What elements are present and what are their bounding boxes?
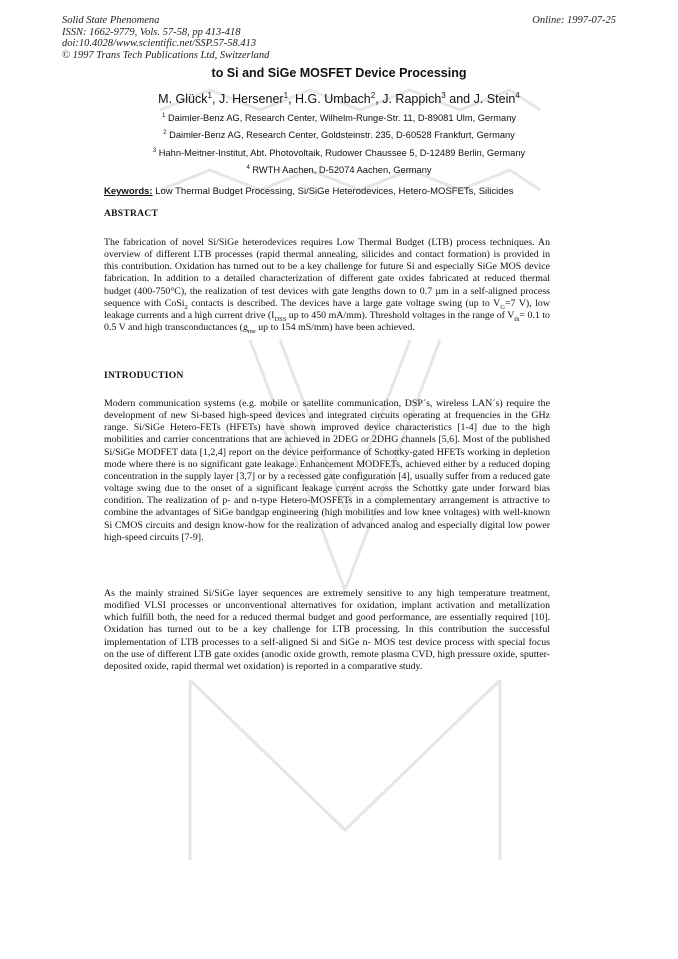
text-line: characteristics [1-4] due to the high mobilities and carrier concentrations that are achieved in 2DEG [104, 422, 551, 446]
affiliation-4: $^4$ RWTH Aachen, D-52074 Aachen, Germany [246, 164, 432, 175]
text-line: Modern communication systems (e.g. mobile or satellite communication, DSP´s, wireless LAN´s) [104, 398, 503, 409]
author-name: J. Rappich [382, 92, 442, 106]
text-line: growth, remote plasma CVD, high pressure oxide, sputter-deposited oxide, rapid thermal wet [104, 648, 550, 672]
text-line: or 2DHG channels [5,6]. Most of the published Si/SiGe MODFET data [1,2,4] report on the device [104, 434, 551, 458]
copyright-line: © 1997 Trans Tech Publications Ltd, Switzerland [62, 49, 270, 61]
author-affiliation-mark: 4 [515, 90, 520, 100]
keywords [104, 186, 514, 197]
online-date: Online: 1997-07-25 [532, 15, 616, 26]
journal-name: Solid State Phenomena [62, 15, 160, 26]
keywords-text: Low Thermal Budget Processing, Si/SiGe Heterodevices, Hetero-MOSFETs, Silicides [152, 186, 514, 197]
text-line: techniques. An overview of different LTB processes (rapid thermal annealing, silicides and contact [104, 237, 551, 261]
text-line: attractive to combine the advantages of SiGe bandgap engineering (high mobilities and low knee [104, 495, 550, 519]
introduction-paragraph-2 [104, 588, 550, 673]
text-line: devices with gate lengths down to 0.7 µm in a self-aligned process sequence with CoSi$_2$ contacts is [104, 285, 551, 311]
author-name: H.G. Umbach [295, 92, 371, 106]
author-name: J. Hersener [218, 92, 284, 106]
affiliation-1: $^1$ Daimler-Benz AG, Research Center, Wilhelm-Runge-Str. 11, D-89081 Ulm, Germany [161, 112, 517, 123]
text-line: due to the onset of a significant leakage current across the Schottky gate under forward bias [164, 483, 550, 495]
paper-title: to Si and SiGe MOSFET Device Processing [211, 66, 467, 80]
author-affiliation-mark: 1 [207, 90, 212, 100]
author-affiliation-mark: 2 [370, 90, 376, 100]
author-affiliation-mark: 3 [441, 90, 446, 100]
author-list: M. Glück$^1$, J. Hersener$^1$, H.G. Umbach$^2$, J. Rappich$^3$ and J. Stein$^4$ [158, 90, 520, 106]
text-line: voltages) with well-known Si CMOS circuits and design know-how for the realization of advanced [104, 507, 550, 531]
text-line: condition. The realization of p- and n-type Hetero-MOSFETs in a complementary arrangement is [104, 495, 499, 507]
issn-line: ISSN: 1662-9779, Vols. 57-58, pp 413-418 [62, 26, 241, 38]
text-line: oxidation) is reported in a comparative study. [243, 660, 423, 672]
author-name: M. Glück [158, 92, 208, 106]
affiliation-3: $^3$ Hahn-Meitner-Institut, Abt. Photovoltaik, Rudower Chaussee 5, D-12489 Berlin, Germany [152, 147, 526, 158]
text-line: and metallization which fulfill both, the need for a reduced thermal budget and good performance, [104, 600, 551, 624]
abstract-body [104, 237, 550, 334]
text-line: described. The devices have a large gate voltage swing (up to $V_G=7$ V), low leakage currents and a [104, 297, 551, 321]
text-line: formation) is provided in this contribution. Oxidation has turned out to be a key challenge for future [104, 249, 551, 273]
text-line: MOS test device process with special focus on the use of different LTB gate oxides (anodic oxide [104, 636, 550, 660]
text-line: different gate oxides fabricated at reduced thermal budget (400-750°C), the realization of test [104, 273, 551, 297]
text-line: Si and especially SiGe MOS device fabrication. In addition to a detailed characterization of [104, 261, 550, 285]
text-line: treatment, modified VLSI processes or unconventional alternatives for oxidation, implant activation [104, 588, 551, 612]
text-line: require the development of new Si-based high-speed devices and integrated circuits operating at [104, 398, 551, 422]
text-line: leakage. Enhancement MODFETs, achieved either by a reduced doping concentration in the supply [104, 458, 551, 482]
keywords-label: Keywords: [104, 186, 153, 197]
text-line: The fabrication of novel Si/SiGe heterodevices requires Low Thermal Budget (LTB) process [104, 237, 486, 248]
doi-link[interactable]: doi:10.4028/www.scientific.net/SSP.57-58.413 [62, 38, 257, 50]
text-line: analog and especially digital low power high-speed circuits [7-9]. [104, 519, 550, 543]
introduction-heading: INTRODUCTION [104, 371, 184, 381]
introduction-paragraph-1 [104, 398, 550, 544]
text-line: layer [3,7] or by a recessed gate configuration [4], usually suffer from a reduced gate voltage swing [104, 470, 551, 495]
text-line: frequencies in the GHz range. Si/SiGe Hetero-FETs (HFETs) have shown improved device [104, 410, 550, 434]
journal-header [62, 15, 269, 61]
text-line: high transconductances ($g_{me}$ up to 154 mS/mm) have been achieved. [144, 322, 415, 336]
author-affiliation-mark: 1 [283, 90, 289, 100]
abstract-heading: ABSTRACT [104, 209, 159, 219]
text-line: high current drive ($I_{DSS}$ up to 450 mA/mm). Threshold voltages in the range of $V_{th}= 0.1$ to 0.5 V and [104, 309, 550, 334]
author-name: J. Stein [473, 92, 516, 106]
text-line: are essentially required [10]. Oxidation has turned out to be a key challenge for LTB processing. In [104, 612, 551, 636]
affiliation-2: $^2$ Daimler-Benz AG, Research Center, Goldsteinstr. 235, D-60528 Frankfurt, Germany [163, 129, 515, 140]
text-line: As the mainly strained Si/SiGe layer sequences are extremely sensitive to any high temperature [104, 588, 506, 599]
text-line: this contribution the successful implementation of LTB processes to a self-aligned Si and SiGe n- [104, 624, 551, 648]
text-line: performance of Schottky-gated HFETs working in depletion mode where there is no significant gate [104, 446, 551, 470]
